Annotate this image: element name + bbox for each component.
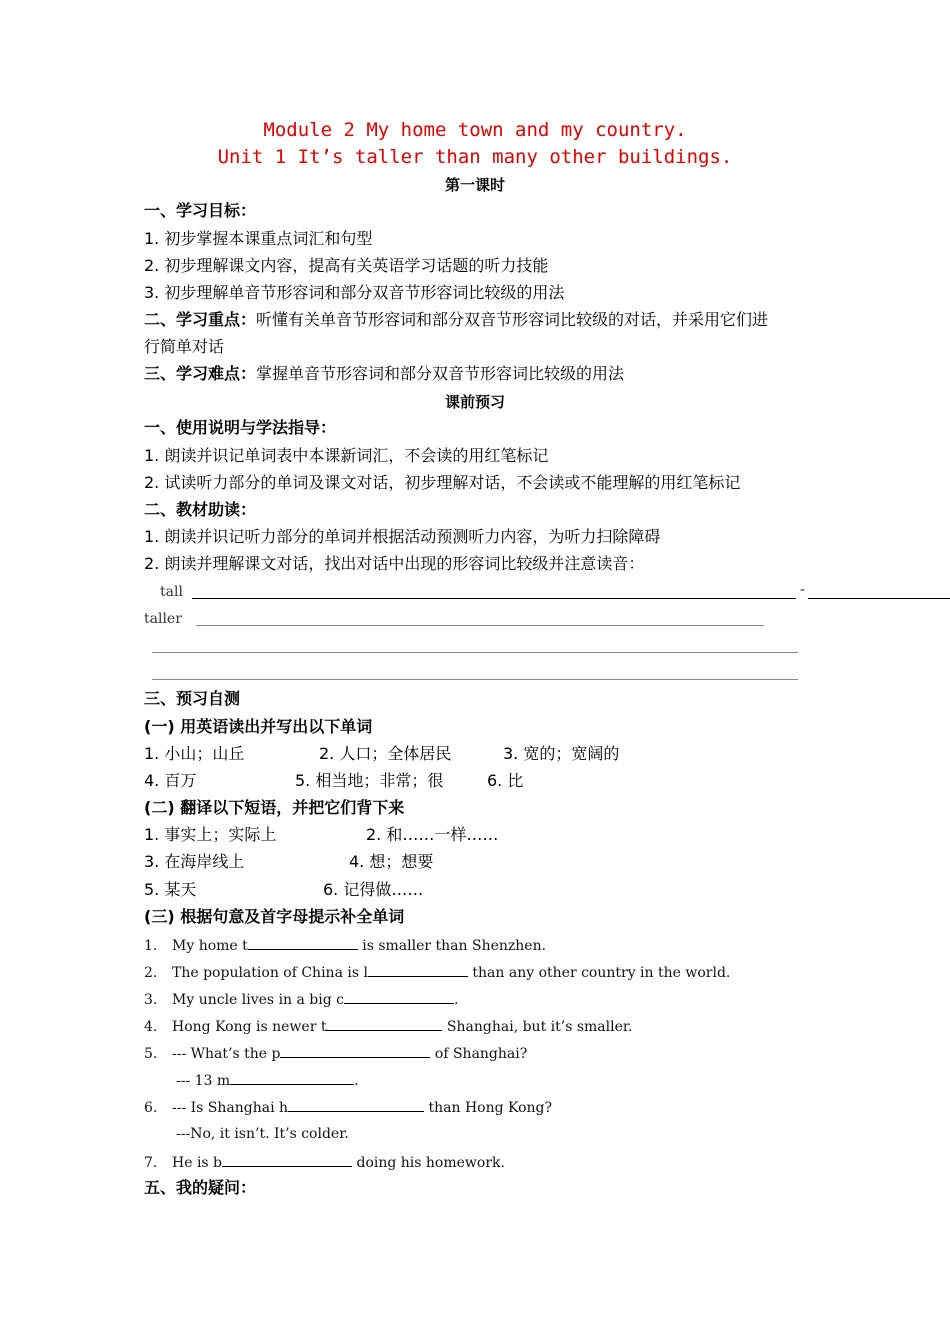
fill-question-7: 7. He is b doing his homework.: [144, 1152, 505, 1173]
fill-question-6-answer: ---No, it isn’t. It’s colder.: [176, 1126, 349, 1142]
part1-word-5: 5. 相当地；非常；很: [295, 771, 444, 790]
answer-blank[interactable]: [230, 1070, 354, 1085]
goal-item-3: 3. 初步理解单音节形容词和部分双音节形容词比较级的用法: [144, 283, 565, 302]
guide-item-1: 1. 朗读并识记单词表中本课新词汇，不会读的用红笔标记: [144, 446, 549, 465]
fill-question-3: 3. My uncle lives in a big c .: [144, 989, 458, 1010]
fill-question-2: 2. The population of China is l than any other country in the world.: [144, 962, 730, 983]
part2-phrase-4: 4. 想；想要: [349, 852, 434, 871]
fill-question-6: 6. --- Is Shanghai h than Hong Kong?: [144, 1097, 552, 1118]
fill-question-1: 1. My home t is smaller than Shenzhen.: [144, 935, 546, 956]
part1-word-1: 1. 小山；山丘: [144, 744, 245, 763]
textbook-item-1: 1. 朗读并识记听力部分的单词并根据活动预测听力内容，为听力扫除障碍: [144, 527, 661, 546]
part2-phrase-3: 3. 在海岸线上: [144, 852, 245, 871]
answer-blank[interactable]: [288, 1097, 424, 1112]
answer-blank[interactable]: [222, 1152, 352, 1167]
key-points-heading: 二、学习重点：: [144, 310, 257, 329]
selftest-heading: 三、预习自测: [144, 689, 241, 708]
title-line-2: Unit 1 It’s taller than many other buildings.: [217, 146, 733, 168]
goals-heading: 一、学习目标：: [144, 201, 257, 220]
answer-blank[interactable]: [248, 935, 358, 950]
part2-phrase-5: 5. 某天: [144, 880, 197, 899]
fill-question-5-answer: --- 13 m .: [176, 1070, 359, 1091]
part1-heading: (一) 用英语读出并写出以下单词: [144, 717, 373, 736]
preview-label: 课前预习: [444, 393, 505, 411]
answer-blank[interactable]: [368, 962, 468, 977]
textbook-heading: 二、教材助读：: [144, 500, 257, 519]
answer-blank[interactable]: [280, 1043, 430, 1058]
part3-heading: (三) 根据句意及首字母提示补全单词: [144, 907, 405, 926]
dash-mark: -: [800, 582, 806, 598]
example-word-tall: tall: [160, 584, 183, 600]
example-word-taller: taller: [144, 611, 182, 627]
lesson-label: 第一课时: [444, 176, 505, 194]
title-line-1: Module 2 My home town and my country.: [263, 119, 687, 141]
part1-word-4: 4. 百万: [144, 771, 197, 790]
key-points-text: 听懂有关单音节形容词和部分双音节形容词比较级的对话，并采用它们进: [256, 310, 769, 329]
difficulty-text: 掌握单音节形容词和部分双音节形容词比较级的用法: [256, 364, 625, 383]
key-points-text-cont: 行简单对话: [144, 337, 225, 356]
fill-question-4: 4. Hong Kong is newer t Shanghai, but it’s smaller.: [144, 1016, 633, 1037]
textbook-item-2: 2. 朗读并理解课文对话，找出对话中出现的形容词比较级并注意读音：: [144, 554, 645, 573]
answer-line: [192, 598, 796, 599]
difficulty-heading: 三、学习难点：: [144, 364, 257, 383]
answer-line: [152, 652, 798, 653]
part2-phrase-1: 1. 事实上；实际上: [144, 825, 277, 844]
answer-blank[interactable]: [344, 989, 454, 1004]
guide-item-2: 2. 试读听力部分的单词及课文对话，初步理解对话，不会读或不能理解的用红笔标记: [144, 473, 741, 492]
goal-item-1: 1. 初步掌握本课重点词汇和句型: [144, 229, 373, 248]
answer-line: [196, 625, 764, 626]
questions-heading: 五、我的疑问：: [144, 1178, 257, 1197]
part2-phrase-2: 2. 和……一样……: [366, 825, 499, 844]
answer-line: [152, 679, 798, 680]
answer-blank[interactable]: [326, 1016, 442, 1031]
key-points: [144, 310, 768, 330]
difficulty: [144, 364, 624, 384]
part2-phrase-6: 6. 记得做……: [323, 880, 424, 899]
part1-word-3: 3. 宽的；宽阔的: [503, 744, 620, 763]
part2-heading: (二) 翻译以下短语，并把它们背下来: [144, 798, 405, 817]
fill-question-5: 5. --- What’s the p of Shanghai?: [144, 1043, 527, 1064]
answer-line: [808, 598, 950, 599]
goal-item-2: 2. 初步理解课文内容，提高有关英语学习话题的听力技能: [144, 256, 549, 275]
part1-word-6: 6. 比: [487, 771, 524, 790]
guide-heading: 一、使用说明与学法指导：: [144, 418, 337, 437]
part1-word-2: 2. 人口；全体居民: [319, 744, 452, 763]
